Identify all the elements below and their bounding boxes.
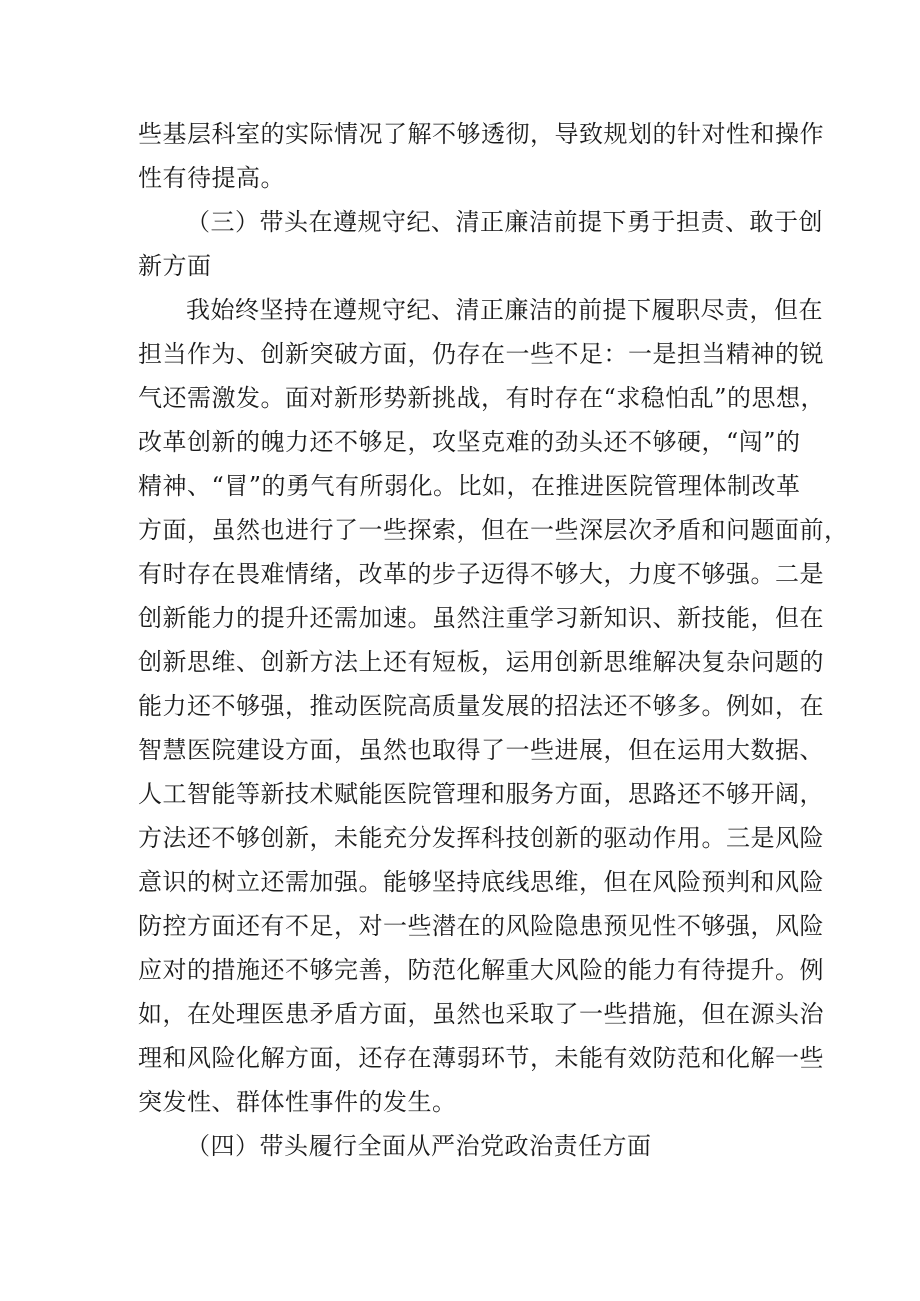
paragraph-line: 担当作为、创新突破方面，仍存在一些不足：一是担当精神的锐 xyxy=(138,340,824,368)
paragraph-line: 应对的措施还不够完善，防范化解重大风险的能力有待提升。例 xyxy=(138,956,824,984)
paragraph-line: 方法还不够创新，未能充分发挥科技创新的驱动作用。三是风险 xyxy=(138,824,824,852)
paragraph-line: 些基层科室的实际情况了解不够透彻，导致规划的针对性和操作 xyxy=(138,120,824,148)
section-heading-4: （四）带头履行全面从严治党政治责任方面 xyxy=(186,1132,652,1160)
paragraph-line: 改革创新的魄力还不够足，攻坚克难的劲头还不够硬，“闯”的 xyxy=(138,428,801,456)
section-heading-3: （三）带头在遵规守纪、清正廉洁前提下勇于担责、敢于创 xyxy=(186,208,823,236)
paragraph-line: 防控方面还有不足，对一些潜在的风险隐患预见性不够强，风险 xyxy=(138,912,824,940)
paragraph-line: 方面，虽然也进行了一些探索，但在一些深层次矛盾和问题面前， xyxy=(138,516,849,544)
paragraph-line: 智慧医院建设方面，虽然也取得了一些进展，但在运用大数据、 xyxy=(138,736,824,764)
paragraph-line: 人工智能等新技术赋能医院管理和服务方面，思路还不够开阔， xyxy=(138,780,824,808)
paragraph-line: 理和风险化解方面，还存在薄弱环节，未能有效防范和化解一些 xyxy=(138,1044,824,1072)
paragraph-line: 如，在处理医患矛盾方面，虽然也采取了一些措施，但在源头治 xyxy=(138,1000,824,1028)
paragraph-line: 性有待提高。 xyxy=(138,164,285,192)
section-heading-3-cont: 新方面 xyxy=(138,252,212,280)
paragraph-line: 气还需激发。面对新形势新挑战，有时存在“求稳怕乱”的思想， xyxy=(138,384,826,412)
paragraph-line: 能力还不够强，推动医院高质量发展的招法还不够多。例如，在 xyxy=(138,692,824,720)
paragraph-line: 精神、“冒”的勇气有所弱化。比如，在推进医院管理体制改革 xyxy=(138,472,801,500)
paragraph-line: 创新能力的提升还需加速。虽然注重学习新知识、新技能，但在 xyxy=(138,604,824,632)
paragraph-line: 有时存在畏难情绪，改革的步子迈得不够大，力度不够强。二是 xyxy=(138,560,824,588)
paragraph-line: 意识的树立还需加强。能够坚持底线思维，但在风险预判和风险 xyxy=(138,868,824,896)
paragraph-line: 我始终坚持在遵规守纪、清正廉洁的前提下履职尽责，但在 xyxy=(186,296,823,324)
paragraph-line: 突发性、群体性事件的发生。 xyxy=(138,1088,457,1116)
paragraph-line: 创新思维、创新方法上还有短板，运用创新思维解决复杂问题的 xyxy=(138,648,824,676)
